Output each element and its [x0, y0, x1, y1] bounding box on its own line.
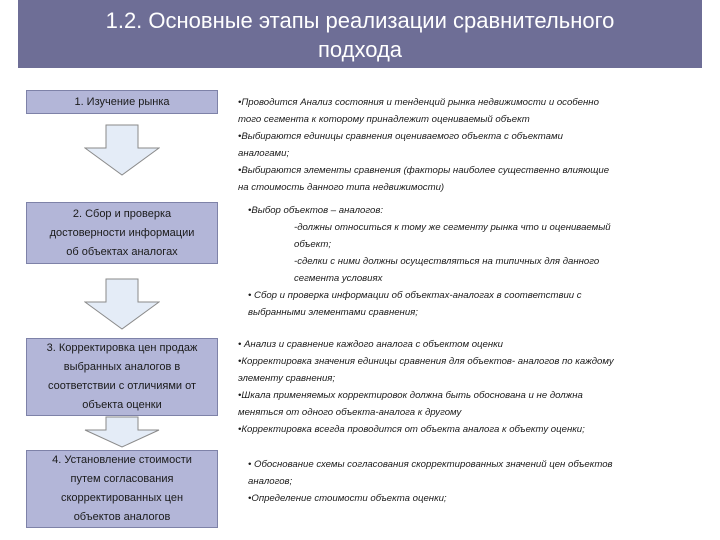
- title-line-2: подхода: [317, 37, 403, 62]
- down-arrow-icon: [84, 416, 160, 448]
- step-4-details: [238, 456, 678, 507]
- detail-line: на стоимость данного типа недвижимости): [238, 182, 445, 193]
- detail-line: •Корректировка значения единицы сравнения для объектов- аналогов по каждому: [238, 356, 614, 367]
- step-box-4: [26, 450, 218, 528]
- step-4-line-1: 4. Установление стоимости: [52, 454, 192, 466]
- step-3-line-4: объекта оценки: [82, 399, 162, 411]
- detail-line: •Корректировка всегда проводится от объекта аналога к объекту оценки;: [238, 424, 585, 435]
- step-box-3: [26, 338, 218, 416]
- detail-line: объект;: [294, 239, 332, 250]
- step-4-line-4: объектов аналогов: [73, 511, 171, 523]
- step-3-details: [238, 336, 678, 438]
- detail-line: •Определение стоимости объекта оценки;: [248, 493, 447, 504]
- detail-line: аналогов;: [248, 476, 293, 487]
- detail-line: аналогами;: [238, 148, 290, 159]
- step-3-line-2: выбранных аналогов в: [63, 361, 181, 373]
- detail-line: того сегмента к которому принадлежит оцениваемый объект: [238, 114, 530, 125]
- step-2-line-3: об объектах аналогах: [66, 245, 178, 258]
- page-title: [18, 0, 702, 68]
- step-4-line-3: скорректированных цен: [60, 492, 184, 504]
- down-arrow-icon: [84, 124, 160, 176]
- detail-line: • Обоснование схемы согласования скорректированных значений цен объектов: [248, 459, 613, 470]
- step-2-line-2: достоверности информации: [49, 226, 195, 239]
- detail-line: -должны относиться к тому же сегменту рынка что и оцениваемый: [294, 222, 611, 233]
- detail-line: •Проводится Анализ состояния и тенденций рынка недвижимости и особенно: [238, 97, 599, 108]
- detail-line: •Выбор объектов – аналогов:: [248, 205, 384, 216]
- detail-line: -сделки с ними должны осуществляться на типичных для данного: [294, 256, 600, 267]
- detail-line: •Выбираются элементы сравнения (факторы наиболее существенно влияющие: [238, 165, 610, 176]
- detail-line: •Выбираются единицы сравнения оцениваемого объекта с объектами: [238, 131, 563, 142]
- detail-line: выбранными элементами сравнения;: [248, 307, 418, 318]
- step-2-details: [238, 202, 678, 321]
- step-box-2: [26, 202, 218, 264]
- down-arrow-icon: [84, 278, 160, 330]
- detail-line: сегмента условиях: [294, 273, 383, 284]
- step-1-label: 1. Изучение рынка: [74, 95, 170, 108]
- step-4-line-2: путем согласования: [70, 473, 174, 485]
- detail-line: меняться от одного объекта-аналога к другому: [238, 407, 462, 418]
- detail-line: •Шкала применяемых корректировок должна быть обоснована и не должна: [238, 390, 583, 401]
- detail-line: элементу сравнения;: [238, 373, 336, 384]
- step-3-line-1: 3. Корректировка цен продаж: [46, 342, 198, 354]
- detail-line: • Анализ и сравнение каждого аналога с объектом оценки: [238, 339, 504, 350]
- title-line-1: 1.2. Основные этапы реализации сравнительного: [105, 8, 615, 33]
- step-box-1: [26, 90, 218, 114]
- step-2-line-1: 2. Сбор и проверка: [72, 207, 172, 220]
- step-1-details: [238, 94, 678, 196]
- step-3-line-3: соответствии с отличиями от: [47, 380, 197, 392]
- detail-line: • Сбор и проверка информации об объектах-аналогах в соответствии с: [248, 290, 582, 301]
